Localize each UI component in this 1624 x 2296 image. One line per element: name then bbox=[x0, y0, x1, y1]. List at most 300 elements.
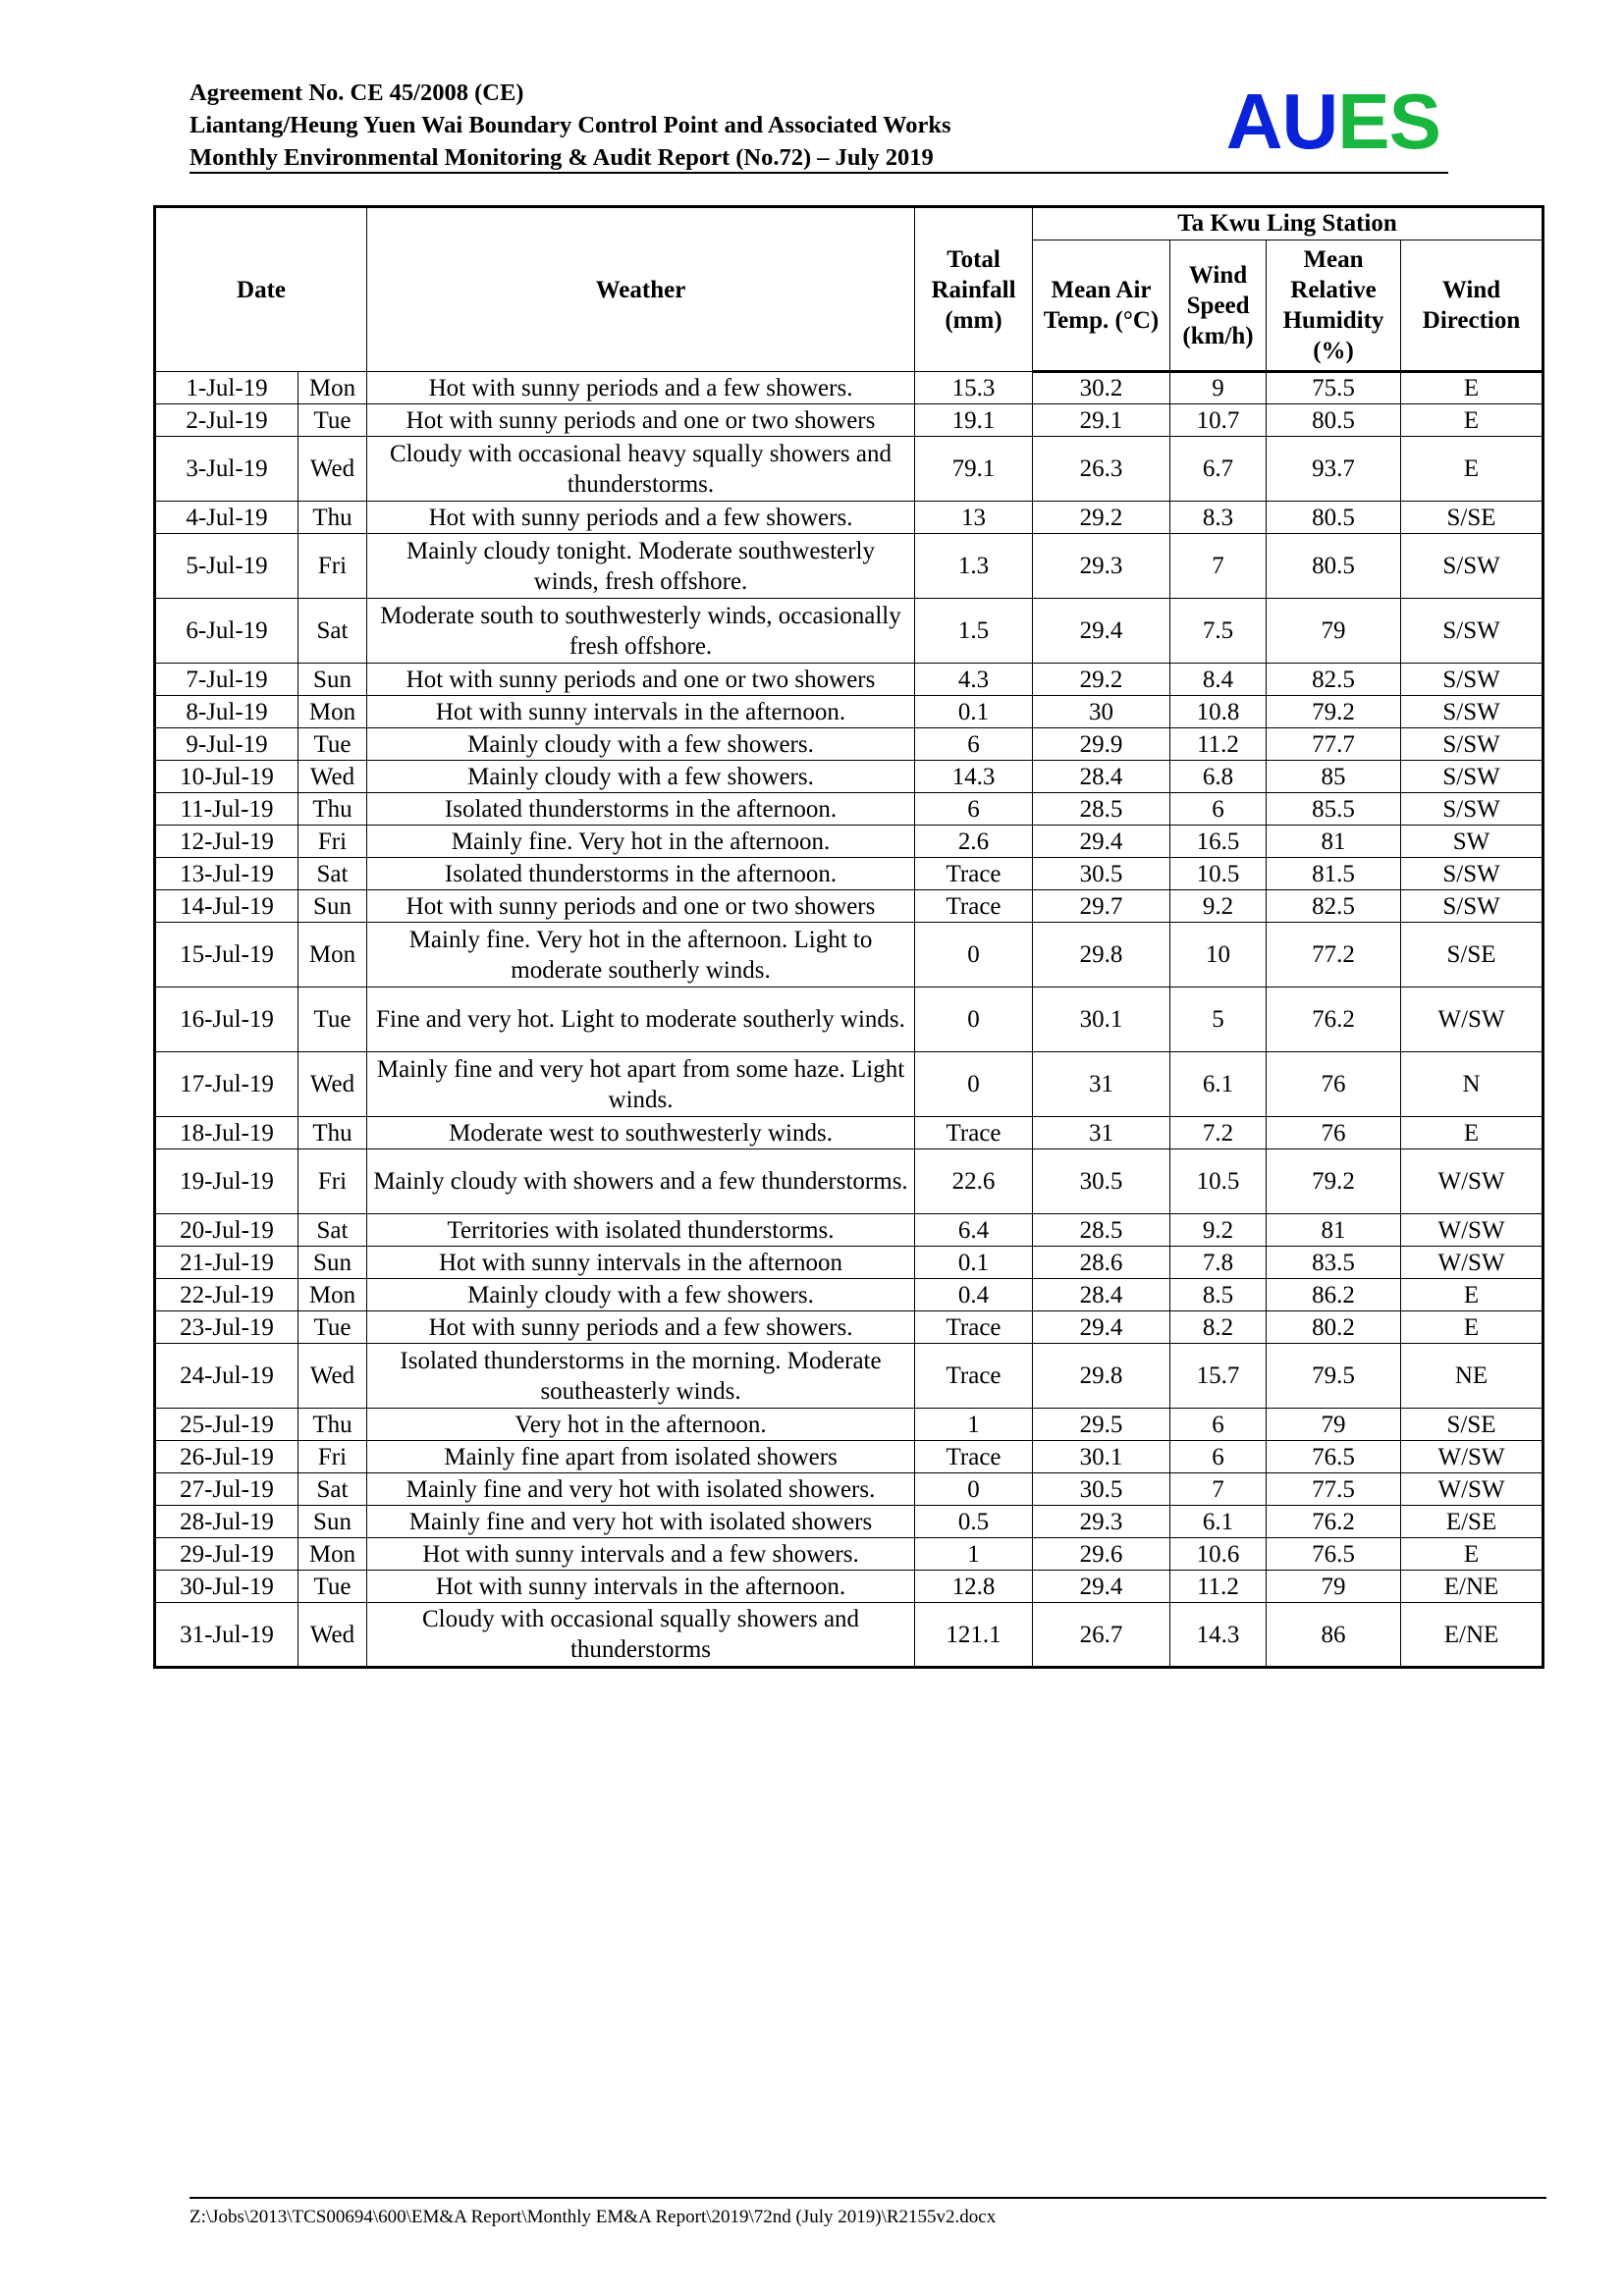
cell-weather: Moderate south to southwesterly winds, occasionally fresh offshore. bbox=[367, 599, 915, 664]
cell-date: 8-Jul-19 bbox=[155, 696, 298, 728]
table-row bbox=[155, 1149, 1543, 1214]
cell-temp: 29.4 bbox=[1033, 1571, 1170, 1603]
cell-date: 31-Jul-19 bbox=[155, 1603, 298, 1668]
cell-rainfall: 0 bbox=[915, 988, 1033, 1052]
cell-date: 4-Jul-19 bbox=[155, 502, 298, 534]
cell-wind-direction: E/SE bbox=[1401, 1506, 1543, 1538]
cell-temp: 29.3 bbox=[1033, 1506, 1170, 1538]
cell-humidity: 76.5 bbox=[1267, 1441, 1401, 1473]
cell-weather: Hot with sunny intervals in the afternoon. bbox=[367, 696, 915, 728]
cell-date: 19-Jul-19 bbox=[155, 1149, 298, 1214]
cell-temp: 29.5 bbox=[1033, 1409, 1170, 1441]
table-row bbox=[155, 761, 1543, 793]
report-title: Monthly Environmental Monitoring & Audit Report (No.72) – July 2019 bbox=[189, 144, 934, 171]
cell-day: Wed bbox=[298, 437, 367, 502]
table-row bbox=[155, 437, 1543, 502]
cell-date: 5-Jul-19 bbox=[155, 534, 298, 599]
table-row bbox=[155, 534, 1543, 599]
cell-weather: Mainly cloudy with a few showers. bbox=[367, 728, 915, 761]
cell-day: Fri bbox=[298, 534, 367, 599]
cell-rainfall: 15.3 bbox=[915, 372, 1033, 404]
cell-weather: Hot with sunny periods and one or two showers bbox=[367, 664, 915, 696]
cell-rainfall: Trace bbox=[915, 1344, 1033, 1409]
cell-wind-direction: N bbox=[1401, 1052, 1543, 1117]
cell-temp: 29.2 bbox=[1033, 664, 1170, 696]
cell-day: Tue bbox=[298, 404, 367, 437]
cell-temp: 30.5 bbox=[1033, 1473, 1170, 1506]
table-row bbox=[155, 858, 1543, 890]
table-row bbox=[155, 1279, 1543, 1311]
page-footer bbox=[189, 2197, 1546, 2228]
cell-day: Mon bbox=[298, 1538, 367, 1571]
cell-weather: Hot with sunny periods and one or two showers bbox=[367, 890, 915, 923]
cell-wind-speed: 6.1 bbox=[1170, 1052, 1267, 1117]
cell-wind-direction: W/SW bbox=[1401, 1441, 1543, 1473]
cell-weather: Hot with sunny intervals in the afternoon. bbox=[367, 1571, 915, 1603]
cell-day: Tue bbox=[298, 1311, 367, 1344]
cell-wind-speed: 10.6 bbox=[1170, 1538, 1267, 1571]
cell-wind-speed: 16.5 bbox=[1170, 826, 1267, 858]
cell-humidity: 79 bbox=[1267, 599, 1401, 664]
cell-day: Wed bbox=[298, 1603, 367, 1668]
cell-humidity: 77.5 bbox=[1267, 1473, 1401, 1506]
cell-wind-speed: 5 bbox=[1170, 988, 1267, 1052]
cell-day: Sat bbox=[298, 1214, 367, 1247]
cell-weather: Mainly cloudy with showers and a few thunderstorms. bbox=[367, 1149, 915, 1214]
cell-temp: 29.8 bbox=[1033, 923, 1170, 988]
cell-wind-speed: 10.5 bbox=[1170, 1149, 1267, 1214]
cell-weather: Mainly fine and very hot apart from some haze. Light winds. bbox=[367, 1052, 915, 1117]
cell-humidity: 76.2 bbox=[1267, 1506, 1401, 1538]
cell-date: 18-Jul-19 bbox=[155, 1117, 298, 1149]
cell-humidity: 76.5 bbox=[1267, 1538, 1401, 1571]
cell-wind-speed: 6 bbox=[1170, 793, 1267, 826]
cell-wind-speed: 6.7 bbox=[1170, 437, 1267, 502]
cell-day: Mon bbox=[298, 1279, 367, 1311]
cell-wind-speed: 9.2 bbox=[1170, 890, 1267, 923]
cell-weather: Hot with sunny periods and a few showers. bbox=[367, 502, 915, 534]
cell-weather: Mainly cloudy with a few showers. bbox=[367, 1279, 915, 1311]
cell-humidity: 82.5 bbox=[1267, 890, 1401, 923]
cell-rainfall: 22.6 bbox=[915, 1149, 1033, 1214]
cell-wind-speed: 7.8 bbox=[1170, 1247, 1267, 1279]
cell-date: 25-Jul-19 bbox=[155, 1409, 298, 1441]
cell-day: Mon bbox=[298, 923, 367, 988]
cell-wind-speed: 7.5 bbox=[1170, 599, 1267, 664]
cell-wind-speed: 7 bbox=[1170, 534, 1267, 599]
cell-temp: 30.5 bbox=[1033, 1149, 1170, 1214]
cell-temp: 29.6 bbox=[1033, 1538, 1170, 1571]
cell-date: 12-Jul-19 bbox=[155, 826, 298, 858]
cell-wind-speed: 6.1 bbox=[1170, 1506, 1267, 1538]
cell-date: 21-Jul-19 bbox=[155, 1247, 298, 1279]
cell-humidity: 83.5 bbox=[1267, 1247, 1401, 1279]
cell-date: 9-Jul-19 bbox=[155, 728, 298, 761]
cell-temp: 29.7 bbox=[1033, 890, 1170, 923]
cell-rainfall: 0 bbox=[915, 1052, 1033, 1117]
cell-weather: Mainly fine. Very hot in the afternoon. bbox=[367, 826, 915, 858]
cell-rainfall: 0.1 bbox=[915, 1247, 1033, 1279]
cell-wind-direction: E bbox=[1401, 404, 1543, 437]
table-row bbox=[155, 696, 1543, 728]
cell-weather: Fine and very hot. Light to moderate southerly winds. bbox=[367, 988, 915, 1052]
cell-humidity: 75.5 bbox=[1267, 372, 1401, 404]
cell-date: 10-Jul-19 bbox=[155, 761, 298, 793]
cell-rainfall: Trace bbox=[915, 1117, 1033, 1149]
table-row bbox=[155, 728, 1543, 761]
cell-date: 22-Jul-19 bbox=[155, 1279, 298, 1311]
cell-weather: Hot with sunny periods and one or two showers bbox=[367, 404, 915, 437]
cell-weather: Moderate west to southwesterly winds. bbox=[367, 1117, 915, 1149]
table-row bbox=[155, 793, 1543, 826]
cell-weather: Mainly fine and very hot with isolated showers. bbox=[367, 1473, 915, 1506]
cell-rainfall: 13 bbox=[915, 502, 1033, 534]
cell-humidity: 79.5 bbox=[1267, 1344, 1401, 1409]
cell-weather: Territories with isolated thunderstorms. bbox=[367, 1214, 915, 1247]
cell-day: Tue bbox=[298, 1571, 367, 1603]
cell-wind-speed: 11.2 bbox=[1170, 1571, 1267, 1603]
cell-rainfall: 2.6 bbox=[915, 826, 1033, 858]
cell-date: 14-Jul-19 bbox=[155, 890, 298, 923]
cell-weather: Mainly fine apart from isolated showers bbox=[367, 1441, 915, 1473]
cell-wind-direction: E bbox=[1401, 1117, 1543, 1149]
cell-rainfall: 6 bbox=[915, 793, 1033, 826]
cell-wind-speed: 10.8 bbox=[1170, 696, 1267, 728]
cell-wind-direction: S/SE bbox=[1401, 502, 1543, 534]
cell-wind-speed: 14.3 bbox=[1170, 1603, 1267, 1668]
cell-humidity: 76.2 bbox=[1267, 988, 1401, 1052]
cell-wind-speed: 8.2 bbox=[1170, 1311, 1267, 1344]
cell-wind-speed: 7.2 bbox=[1170, 1117, 1267, 1149]
header-humidity: Mean Relative Humidity (%) bbox=[1267, 240, 1401, 372]
cell-temp: 29.1 bbox=[1033, 404, 1170, 437]
cell-temp: 28.4 bbox=[1033, 761, 1170, 793]
cell-wind-direction: S/SW bbox=[1401, 890, 1543, 923]
table-body bbox=[155, 372, 1543, 1668]
cell-date: 13-Jul-19 bbox=[155, 858, 298, 890]
cell-date: 20-Jul-19 bbox=[155, 1214, 298, 1247]
cell-wind-direction: NE bbox=[1401, 1344, 1543, 1409]
logo-part-es: ES bbox=[1337, 78, 1440, 165]
cell-temp: 28.4 bbox=[1033, 1279, 1170, 1311]
cell-rainfall: 79.1 bbox=[915, 437, 1033, 502]
cell-humidity: 80.5 bbox=[1267, 534, 1401, 599]
cell-weather: Isolated thunderstorms in the afternoon. bbox=[367, 858, 915, 890]
cell-wind-direction: E/NE bbox=[1401, 1571, 1543, 1603]
aues-logo bbox=[1225, 78, 1440, 165]
table-row bbox=[155, 1571, 1543, 1603]
cell-wind-speed: 9 bbox=[1170, 372, 1267, 404]
cell-temp: 30.1 bbox=[1033, 988, 1170, 1052]
cell-humidity: 81.5 bbox=[1267, 858, 1401, 890]
cell-humidity: 80.5 bbox=[1267, 502, 1401, 534]
cell-rainfall: 0 bbox=[915, 923, 1033, 988]
cell-rainfall: 6.4 bbox=[915, 1214, 1033, 1247]
cell-temp: 29.2 bbox=[1033, 502, 1170, 534]
cell-date: 24-Jul-19 bbox=[155, 1344, 298, 1409]
cell-rainfall: 0.1 bbox=[915, 696, 1033, 728]
cell-temp: 29.9 bbox=[1033, 728, 1170, 761]
cell-wind-speed: 8.5 bbox=[1170, 1279, 1267, 1311]
cell-temp: 26.3 bbox=[1033, 437, 1170, 502]
cell-date: 3-Jul-19 bbox=[155, 437, 298, 502]
header-wind-direction: Wind Direction bbox=[1401, 240, 1543, 372]
cell-rainfall: 0.5 bbox=[915, 1506, 1033, 1538]
cell-humidity: 80.5 bbox=[1267, 404, 1401, 437]
cell-rainfall: 1.3 bbox=[915, 534, 1033, 599]
table-row bbox=[155, 1506, 1543, 1538]
cell-day: Sun bbox=[298, 1247, 367, 1279]
table-row bbox=[155, 826, 1543, 858]
cell-wind-direction: W/SW bbox=[1401, 1473, 1543, 1506]
cell-temp: 29.8 bbox=[1033, 1344, 1170, 1409]
agreement-number: Agreement No. CE 45/2008 (CE) bbox=[189, 80, 524, 106]
cell-wind-speed: 9.2 bbox=[1170, 1214, 1267, 1247]
cell-rainfall: 19.1 bbox=[915, 404, 1033, 437]
table-row bbox=[155, 1117, 1543, 1149]
cell-wind-direction: S/SW bbox=[1401, 696, 1543, 728]
cell-temp: 30.1 bbox=[1033, 1441, 1170, 1473]
header-weather: Weather bbox=[367, 207, 915, 372]
cell-date: 7-Jul-19 bbox=[155, 664, 298, 696]
cell-rainfall: Trace bbox=[915, 858, 1033, 890]
cell-day: Fri bbox=[298, 826, 367, 858]
cell-humidity: 93.7 bbox=[1267, 437, 1401, 502]
cell-temp: 29.4 bbox=[1033, 826, 1170, 858]
table-row bbox=[155, 988, 1543, 1052]
cell-wind-speed: 15.7 bbox=[1170, 1344, 1267, 1409]
cell-date: 27-Jul-19 bbox=[155, 1473, 298, 1506]
cell-humidity: 79 bbox=[1267, 1409, 1401, 1441]
cell-rainfall: Trace bbox=[915, 1311, 1033, 1344]
logo-part-au: AU bbox=[1225, 78, 1338, 165]
cell-date: 17-Jul-19 bbox=[155, 1052, 298, 1117]
cell-wind-direction: E bbox=[1401, 1279, 1543, 1311]
cell-day: Thu bbox=[298, 1409, 367, 1441]
cell-humidity: 77.2 bbox=[1267, 923, 1401, 988]
cell-weather: Hot with sunny periods and a few showers. bbox=[367, 1311, 915, 1344]
cell-wind-speed: 7 bbox=[1170, 1473, 1267, 1506]
cell-date: 6-Jul-19 bbox=[155, 599, 298, 664]
cell-wind-direction: E/NE bbox=[1401, 1603, 1543, 1668]
cell-wind-speed: 8.4 bbox=[1170, 664, 1267, 696]
cell-day: Thu bbox=[298, 1117, 367, 1149]
cell-humidity: 79 bbox=[1267, 1571, 1401, 1603]
cell-weather: Cloudy with occasional heavy squally showers and thunderstorms. bbox=[367, 437, 915, 502]
cell-rainfall: 1 bbox=[915, 1538, 1033, 1571]
cell-date: 28-Jul-19 bbox=[155, 1506, 298, 1538]
cell-rainfall: Trace bbox=[915, 890, 1033, 923]
cell-wind-direction: W/SW bbox=[1401, 1149, 1543, 1214]
table-row bbox=[155, 1214, 1543, 1247]
cell-temp: 30.2 bbox=[1033, 372, 1170, 404]
cell-day: Mon bbox=[298, 696, 367, 728]
cell-weather: Cloudy with occasional squally showers and thunderstorms bbox=[367, 1603, 915, 1668]
cell-rainfall: 1 bbox=[915, 1409, 1033, 1441]
cell-temp: 29.3 bbox=[1033, 534, 1170, 599]
table-row bbox=[155, 890, 1543, 923]
cell-wind-direction: W/SW bbox=[1401, 988, 1543, 1052]
weather-table bbox=[153, 205, 1544, 1669]
header-text-block bbox=[189, 77, 951, 174]
cell-weather: Isolated thunderstorms in the morning. Moderate southeasterly winds. bbox=[367, 1344, 915, 1409]
cell-wind-speed: 6 bbox=[1170, 1441, 1267, 1473]
cell-date: 11-Jul-19 bbox=[155, 793, 298, 826]
cell-wind-speed: 6.8 bbox=[1170, 761, 1267, 793]
cell-temp: 28.5 bbox=[1033, 793, 1170, 826]
cell-weather: Isolated thunderstorms in the afternoon. bbox=[367, 793, 915, 826]
cell-weather: Hot with sunny intervals and a few showers. bbox=[367, 1538, 915, 1571]
cell-day: Wed bbox=[298, 761, 367, 793]
cell-rainfall: Trace bbox=[915, 1441, 1033, 1473]
table-row bbox=[155, 1247, 1543, 1279]
table-row bbox=[155, 599, 1543, 664]
cell-day: Sat bbox=[298, 858, 367, 890]
cell-wind-speed: 10 bbox=[1170, 923, 1267, 988]
cell-date: 16-Jul-19 bbox=[155, 988, 298, 1052]
cell-humidity: 82.5 bbox=[1267, 664, 1401, 696]
cell-day: Sat bbox=[298, 1473, 367, 1506]
cell-rainfall: 0.4 bbox=[915, 1279, 1033, 1311]
cell-wind-direction: E bbox=[1401, 1311, 1543, 1344]
cell-wind-direction: S/SW bbox=[1401, 761, 1543, 793]
cell-weather: Hot with sunny intervals in the afternoon bbox=[367, 1247, 915, 1279]
cell-day: Tue bbox=[298, 728, 367, 761]
cell-humidity: 85 bbox=[1267, 761, 1401, 793]
cell-wind-direction: S/SW bbox=[1401, 793, 1543, 826]
cell-temp: 26.7 bbox=[1033, 1603, 1170, 1668]
cell-wind-direction: S/SW bbox=[1401, 664, 1543, 696]
cell-temp: 29.4 bbox=[1033, 1311, 1170, 1344]
cell-wind-direction: S/SW bbox=[1401, 728, 1543, 761]
cell-day: Fri bbox=[298, 1441, 367, 1473]
cell-day: Fri bbox=[298, 1149, 367, 1214]
cell-day: Thu bbox=[298, 793, 367, 826]
cell-date: 1-Jul-19 bbox=[155, 372, 298, 404]
cell-date: 15-Jul-19 bbox=[155, 923, 298, 988]
cell-day: Tue bbox=[298, 988, 367, 1052]
cell-humidity: 86.2 bbox=[1267, 1279, 1401, 1311]
table-header bbox=[155, 207, 1543, 372]
table-row bbox=[155, 1441, 1543, 1473]
cell-humidity: 77.7 bbox=[1267, 728, 1401, 761]
cell-wind-direction: S/SW bbox=[1401, 858, 1543, 890]
cell-weather: Mainly cloudy with a few showers. bbox=[367, 761, 915, 793]
cell-wind-direction: E bbox=[1401, 1538, 1543, 1571]
cell-date: 2-Jul-19 bbox=[155, 404, 298, 437]
cell-temp: 30 bbox=[1033, 696, 1170, 728]
cell-humidity: 81 bbox=[1267, 1214, 1401, 1247]
cell-day: Thu bbox=[298, 502, 367, 534]
cell-temp: 31 bbox=[1033, 1052, 1170, 1117]
project-title: Liantang/Heung Yuen Wai Boundary Control Point and Associated Works bbox=[189, 112, 951, 138]
cell-day: Sun bbox=[298, 1506, 367, 1538]
file-path: Z:\Jobs\2013\TCS00694\600\EM&A Report\Monthly EM&A Report\2019\72nd (July 2019)\R2155v2.docx bbox=[189, 2206, 997, 2227]
cell-temp: 31 bbox=[1033, 1117, 1170, 1149]
cell-wind-direction: S/SE bbox=[1401, 1409, 1543, 1441]
cell-day: Sat bbox=[298, 599, 367, 664]
cell-wind-direction: W/SW bbox=[1401, 1214, 1543, 1247]
cell-day: Mon bbox=[298, 372, 367, 404]
cell-weather: Very hot in the afternoon. bbox=[367, 1409, 915, 1441]
cell-date: 29-Jul-19 bbox=[155, 1538, 298, 1571]
cell-humidity: 79.2 bbox=[1267, 1149, 1401, 1214]
table-row bbox=[155, 404, 1543, 437]
cell-temp: 29.4 bbox=[1033, 599, 1170, 664]
cell-weather: Mainly fine. Very hot in the afternoon. Light to moderate southerly winds. bbox=[367, 923, 915, 988]
cell-humidity: 76 bbox=[1267, 1117, 1401, 1149]
cell-humidity: 85.5 bbox=[1267, 793, 1401, 826]
cell-date: 30-Jul-19 bbox=[155, 1571, 298, 1603]
table-row bbox=[155, 372, 1543, 404]
cell-day: Sun bbox=[298, 890, 367, 923]
cell-date: 23-Jul-19 bbox=[155, 1311, 298, 1344]
cell-wind-speed: 11.2 bbox=[1170, 728, 1267, 761]
cell-wind-speed: 8.3 bbox=[1170, 502, 1267, 534]
cell-date: 26-Jul-19 bbox=[155, 1441, 298, 1473]
cell-wind-speed: 10.7 bbox=[1170, 404, 1267, 437]
cell-wind-speed: 10.5 bbox=[1170, 858, 1267, 890]
cell-wind-direction: S/SW bbox=[1401, 599, 1543, 664]
table-row bbox=[155, 1538, 1543, 1571]
cell-rainfall: 4.3 bbox=[915, 664, 1033, 696]
header-date: Date bbox=[155, 207, 367, 372]
cell-wind-direction: E bbox=[1401, 372, 1543, 404]
cell-weather: Mainly fine and very hot with isolated showers bbox=[367, 1506, 915, 1538]
cell-wind-direction: SW bbox=[1401, 826, 1543, 858]
table-row bbox=[155, 664, 1543, 696]
cell-day: Wed bbox=[298, 1052, 367, 1117]
header-wind-speed: Wind Speed (km/h) bbox=[1170, 240, 1267, 372]
cell-temp: 28.6 bbox=[1033, 1247, 1170, 1279]
cell-temp: 30.5 bbox=[1033, 858, 1170, 890]
table-row bbox=[155, 923, 1543, 988]
cell-wind-direction: S/SW bbox=[1401, 534, 1543, 599]
cell-humidity: 76 bbox=[1267, 1052, 1401, 1117]
cell-wind-direction: S/SE bbox=[1401, 923, 1543, 988]
table-row bbox=[155, 1473, 1543, 1506]
cell-humidity: 80.2 bbox=[1267, 1311, 1401, 1344]
cell-rainfall: 0 bbox=[915, 1473, 1033, 1506]
cell-temp: 28.5 bbox=[1033, 1214, 1170, 1247]
table-row bbox=[155, 1344, 1543, 1409]
table-row bbox=[155, 502, 1543, 534]
cell-wind-direction: E bbox=[1401, 437, 1543, 502]
table-row bbox=[155, 1603, 1543, 1668]
cell-humidity: 79.2 bbox=[1267, 696, 1401, 728]
table-row bbox=[155, 1409, 1543, 1441]
header-divider bbox=[189, 172, 1448, 174]
cell-weather: Mainly cloudy tonight. Moderate southwesterly winds, fresh offshore. bbox=[367, 534, 915, 599]
header-rainfall: Total Rainfall (mm) bbox=[915, 207, 1033, 372]
header-temp: Mean Air Temp. (°C) bbox=[1033, 240, 1170, 372]
table-row bbox=[155, 1052, 1543, 1117]
cell-humidity: 86 bbox=[1267, 1603, 1401, 1668]
cell-humidity: 81 bbox=[1267, 826, 1401, 858]
header-station: Ta Kwu Ling Station bbox=[1033, 207, 1543, 240]
cell-wind-direction: W/SW bbox=[1401, 1247, 1543, 1279]
footer-divider bbox=[189, 2197, 1546, 2199]
cell-rainfall: 121.1 bbox=[915, 1603, 1033, 1668]
cell-rainfall: 14.3 bbox=[915, 761, 1033, 793]
page-header bbox=[189, 77, 1448, 174]
table-row bbox=[155, 1311, 1543, 1344]
cell-rainfall: 6 bbox=[915, 728, 1033, 761]
cell-rainfall: 1.5 bbox=[915, 599, 1033, 664]
cell-wind-speed: 6 bbox=[1170, 1409, 1267, 1441]
cell-weather: Hot with sunny periods and a few showers. bbox=[367, 372, 915, 404]
cell-rainfall: 12.8 bbox=[915, 1571, 1033, 1603]
